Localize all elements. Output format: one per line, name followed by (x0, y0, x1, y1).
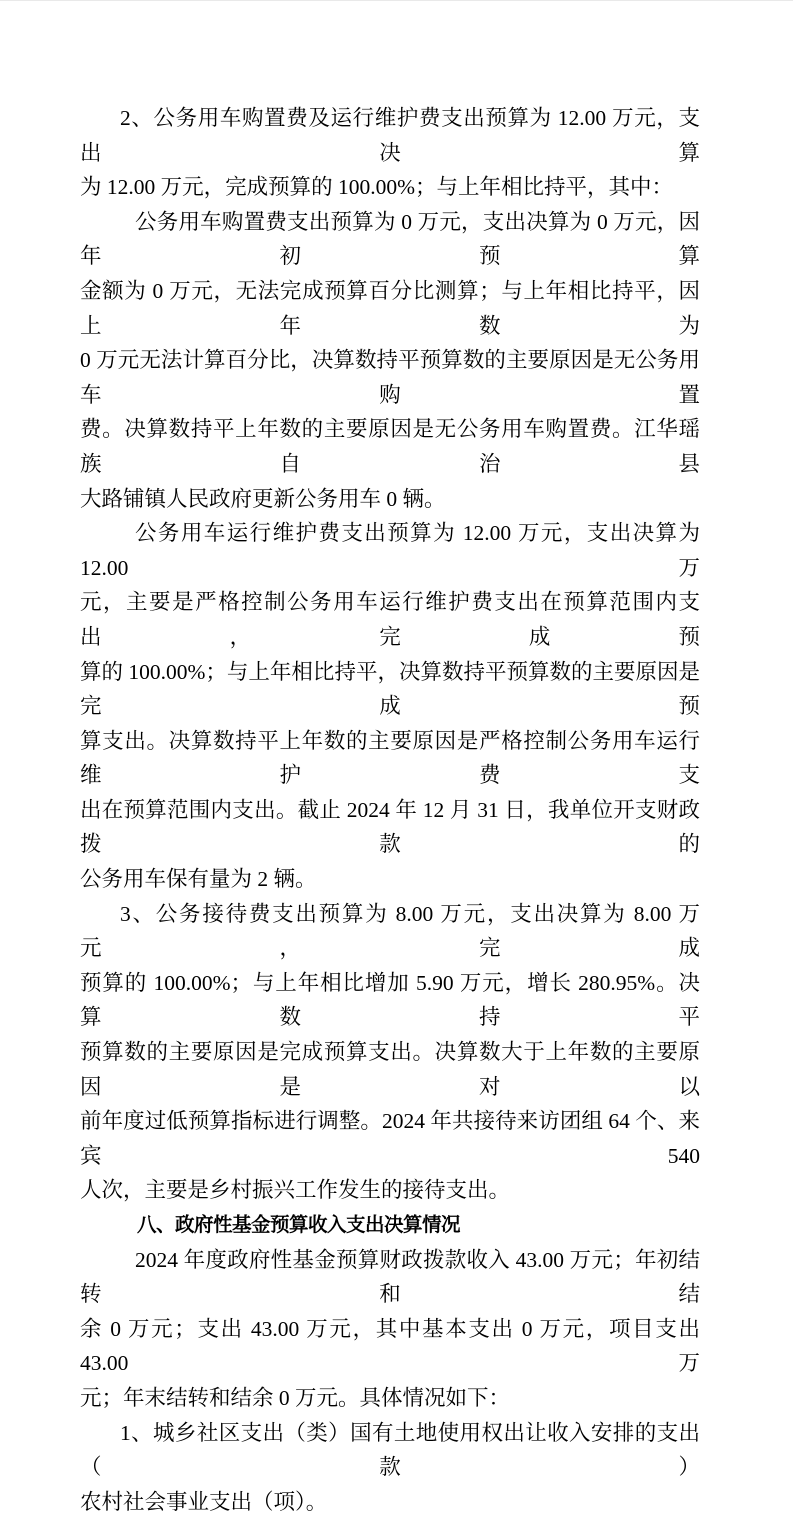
page-edge-line (0, 0, 793, 1)
para-govfund-item (80, 1416, 700, 1519)
text-line: 农村社会事业支出（项）。 (80, 1489, 328, 1514)
document-body (80, 101, 700, 1519)
text-line: 出在预算范围内支出。截止 2024 年 12 月 31 日，我单位开支财政拨款的 (80, 797, 700, 857)
section-heading-text: 八、政府性基金预算收入支出决算情况 (137, 1214, 461, 1236)
para-operation-fee (80, 516, 700, 897)
text-line: 2、公务用车购置费及运行维护费支出预算为 12.00 万元，支出决算 (80, 106, 700, 165)
para-reception-fee (80, 897, 700, 1208)
text-line: 费。决算数持平上年数的主要原因是无公务用车购置费。江华瑶族自治县 (80, 417, 700, 476)
section-heading-govfund (80, 1208, 700, 1243)
text-line: 元；年末结转和结余 0 万元。具体情况如下： (80, 1385, 511, 1410)
text-line: 大路铺镇人民政府更新公务用车 0 辆。 (80, 486, 446, 511)
text-line: 3、公务接待费支出预算为 8.00 万元，支出决算为 8.00 万元，完成 (80, 901, 700, 961)
text-line: 元，主要是严格控制公务用车运行维护费支出在预算范围内支出，完成预 (80, 590, 700, 649)
text-line: 1、城乡社区支出（类）国有土地使用权出让收入安排的支出（款） (80, 1420, 700, 1480)
text-line: 公务用车保有量为 2 辆。 (80, 867, 317, 892)
para-vehicle-total (80, 101, 700, 205)
text-line: 公务用车运行维护费支出预算为 12.00 万元，支出决算为 12.00 万 (80, 521, 700, 580)
text-line: 余 0 万元；支出 43.00 万元，其中基本支出 0 万元，项目支出 43.00 万 (80, 1316, 700, 1376)
text-line: 预算的 100.00%；与上年相比增加 5.90 万元，增长 280.95%。决算数持平 (80, 970, 700, 1030)
para-govfund-summary (80, 1243, 700, 1416)
text-line: 前年度过低预算指标进行调整。2024 年共接待来访团组 64 个、来宾 540 (80, 1109, 700, 1168)
text-line: 为 12.00 万元，完成预算的 100.00%；与上年相比持平，其中： (80, 175, 674, 200)
text-line: 预算数的主要原因是完成预算支出。决算数大于上年数的主要原因是对以 (80, 1040, 700, 1099)
text-line: 0 万元无法计算百分比，决算数持平预算数的主要原因是无公务用车购置 (80, 348, 700, 407)
para-purchase-fee (80, 205, 700, 516)
text-line: 2024 年度政府性基金预算财政拨款收入 43.00 万元；年初结转和结 (80, 1247, 700, 1307)
text-line: 算支出。决算数持平上年数的主要原因是严格控制公务用车运行维护费支 (80, 728, 700, 788)
text-line: 金额为 0 万元，无法完成预算百分比测算；与上年相比持平，因上年数为 (80, 278, 700, 338)
text-line: 人次，主要是乡村振兴工作发生的接待支出。 (80, 1178, 511, 1203)
text-line: 公务用车购置费支出预算为 0 万元，支出决算为 0 万元，因年初预算 (80, 209, 700, 269)
text-line: 算的 100.00%；与上年相比持平，决算数持平预算数的主要原因是完成预 (80, 659, 700, 719)
